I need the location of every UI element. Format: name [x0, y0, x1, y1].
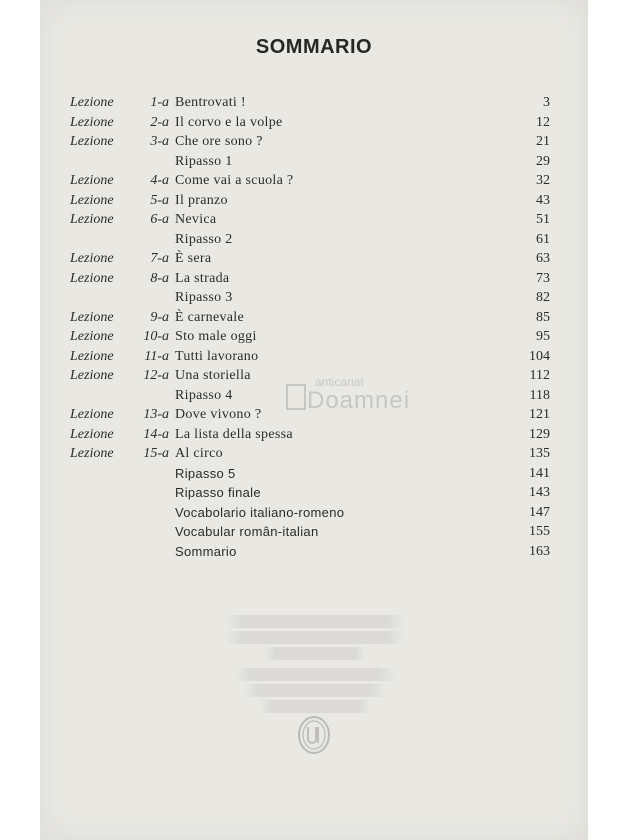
toc-page-number: 135 [529, 446, 550, 461]
toc-page-number: 82 [536, 290, 550, 305]
toc-entry [175, 522, 508, 542]
toc-lesson-word: Lezione [70, 192, 114, 208]
toc-lesson-ordinal: 5-a [150, 192, 169, 208]
toc-lesson-number [70, 191, 170, 211]
toc-lesson-number [70, 522, 170, 542]
toc-page-number: 61 [536, 231, 550, 247]
toc-entry-title: Come vai a scuola ? [175, 173, 297, 188]
toc-lesson-word: Lezione [70, 251, 114, 266]
toc-lesson-number [70, 464, 170, 484]
toc-entry-title: Ripasso 5 [175, 466, 240, 481]
faded-printer-imprint [205, 612, 425, 716]
toc-page-number: 51 [536, 212, 550, 227]
toc-entry-title: Una storiella [175, 368, 255, 383]
toc-entry [175, 113, 508, 133]
toc-page-number: 118 [529, 387, 550, 403]
toc-row [70, 288, 550, 308]
toc-entry-title: Ripasso finale [175, 485, 265, 500]
toc-lesson-word: Lezione [70, 407, 114, 422]
toc-lesson-ordinal: 7-a [150, 251, 169, 266]
toc-lesson-number [70, 405, 170, 425]
toc-lesson-number [70, 308, 170, 328]
toc-entry [175, 444, 508, 464]
toc-lesson-word: Lezione [70, 114, 114, 130]
toc-lesson-word: Lezione [70, 368, 114, 383]
toc-lesson-ordinal: 6-a [150, 212, 169, 227]
toc-lesson-word: Lezione [70, 446, 114, 461]
toc-page-number: 112 [529, 368, 550, 383]
toc-entry [175, 230, 508, 250]
toc-row [70, 93, 550, 113]
table-of-contents [70, 93, 550, 561]
toc-entry [175, 191, 508, 211]
toc-lesson-ordinal: 12-a [143, 368, 169, 383]
toc-row [70, 132, 550, 152]
toc-page-number: 73 [536, 270, 550, 286]
toc-page-number: 43 [536, 192, 550, 208]
toc-entry-title: Il pranzo [175, 193, 232, 208]
toc-entry-title: Che ore sono ? [175, 134, 267, 149]
toc-lesson-number [70, 386, 170, 406]
toc-lesson-word: Lezione [70, 329, 114, 344]
toc-lesson-word: Lezione [70, 426, 114, 442]
toc-lesson-word: Lezione [70, 95, 114, 110]
toc-entry-title: Ripasso 1 [175, 154, 237, 169]
toc-page-number: 129 [529, 426, 550, 442]
toc-lesson-number [70, 347, 170, 367]
toc-page-number: 95 [536, 329, 550, 344]
toc-lesson-word: Lezione [70, 173, 114, 188]
toc-lesson-number [70, 171, 170, 191]
toc-page-number: 85 [536, 309, 550, 325]
toc-lesson-number [70, 542, 170, 562]
toc-lesson-ordinal: 3-a [150, 134, 169, 149]
toc-page-number: 155 [529, 524, 550, 539]
toc-entry-title: Bentrovati ! [175, 95, 250, 110]
toc-row [70, 503, 550, 523]
watermark-book-icon [285, 383, 307, 411]
toc-page-number: 12 [536, 114, 550, 130]
toc-page-number: 147 [529, 504, 550, 520]
toc-page-number: 21 [536, 134, 550, 149]
toc-entry [175, 425, 508, 445]
toc-lesson-ordinal: 4-a [150, 173, 169, 188]
toc-page-number: 104 [529, 348, 550, 364]
toc-entry [175, 542, 508, 562]
toc-lesson-number [70, 366, 170, 386]
toc-page-number: 143 [529, 485, 550, 500]
toc-row [70, 464, 550, 484]
toc-entry [175, 308, 508, 328]
page-title: SOMMARIO [255, 36, 373, 58]
toc-entry-title: La strada [175, 271, 233, 286]
toc-entry-title: Sto male oggi [175, 329, 261, 344]
toc-entry-title: Al circo [175, 446, 227, 461]
toc-lesson-word: Lezione [70, 348, 114, 364]
toc-lesson-word: Lezione [70, 212, 114, 227]
toc-lesson-number [70, 425, 170, 445]
toc-row [70, 230, 550, 250]
toc-entry-title: Ripasso 3 [175, 290, 237, 305]
toc-entry [175, 171, 508, 191]
toc-entry-title: È sera [175, 251, 215, 266]
toc-entry [175, 152, 508, 172]
toc-lesson-number [70, 327, 170, 347]
toc-lesson-ordinal: 2-a [150, 114, 169, 130]
toc-entry [175, 327, 508, 347]
toc-lesson-number [70, 93, 170, 113]
toc-lesson-number [70, 269, 170, 289]
toc-row [70, 327, 550, 347]
toc-lesson-number [70, 230, 170, 250]
toc-entry [175, 210, 508, 230]
toc-row [70, 152, 550, 172]
toc-row [70, 522, 550, 542]
toc-page-number: 63 [536, 251, 550, 266]
toc-entry [175, 269, 508, 289]
toc-entry-title: Ripasso 2 [175, 232, 237, 247]
toc-entry-title: Il corvo e la volpe [175, 115, 287, 130]
toc-lesson-ordinal: 11-a [144, 348, 169, 364]
toc-lesson-ordinal: 9-a [150, 309, 169, 325]
toc-lesson-word: Lezione [70, 270, 114, 286]
toc-entry [175, 132, 508, 152]
toc-lesson-ordinal: 1-a [150, 95, 169, 110]
toc-entry [175, 464, 508, 484]
toc-lesson-ordinal: 10-a [143, 329, 169, 344]
watermark-big-text: Doamnei [307, 387, 411, 414]
toc-lesson-ordinal: 8-a [150, 270, 169, 286]
toc-lesson-number [70, 288, 170, 308]
toc-row [70, 444, 550, 464]
toc-row [70, 171, 550, 191]
toc-page-number: 3 [543, 95, 550, 110]
toc-lesson-ordinal: 14-a [143, 426, 169, 442]
watermark [285, 375, 411, 415]
watermark-small-text: anticariat [315, 375, 364, 389]
toc-page-number: 121 [529, 407, 550, 422]
toc-lesson-word: Lezione [70, 309, 114, 325]
toc-entry [175, 503, 508, 523]
book-page [40, 0, 588, 840]
toc-row [70, 308, 550, 328]
toc-entry-title: Sommario [175, 544, 241, 559]
toc-entry [175, 347, 508, 367]
toc-lesson-number [70, 444, 170, 464]
toc-entry-title: Vocabular român-italian [175, 524, 322, 539]
toc-lesson-word: Lezione [70, 134, 114, 149]
toc-lesson-number [70, 132, 170, 152]
toc-lesson-number [70, 483, 170, 503]
toc-row [70, 113, 550, 133]
toc-page-number: 29 [536, 153, 550, 169]
toc-entry-title: Ripasso 4 [175, 388, 237, 403]
toc-row [70, 483, 550, 503]
toc-entry [175, 93, 508, 113]
toc-row [70, 191, 550, 211]
toc-lesson-number [70, 503, 170, 523]
toc-entry-title: Dove vivono ? [175, 407, 265, 422]
toc-page-number: 32 [536, 173, 550, 188]
toc-row [70, 269, 550, 289]
toc-entry [175, 483, 508, 503]
toc-lesson-number [70, 210, 170, 230]
toc-row [70, 347, 550, 367]
toc-row [70, 425, 550, 445]
toc-entry [175, 249, 508, 269]
toc-row [70, 210, 550, 230]
toc-lesson-number [70, 113, 170, 133]
toc-row [70, 542, 550, 562]
toc-lesson-ordinal: 13-a [143, 407, 169, 422]
toc-entry-title: Vocabolario italiano-romeno [175, 505, 348, 520]
toc-entry [175, 288, 508, 308]
toc-page-number: 141 [529, 465, 550, 481]
toc-page-number: 163 [529, 543, 550, 559]
toc-entry-title: Tutti lavorano [175, 349, 262, 364]
publisher-logo-icon [296, 715, 332, 755]
toc-lesson-number [70, 249, 170, 269]
toc-lesson-ordinal: 15-a [143, 446, 169, 461]
toc-lesson-number [70, 152, 170, 172]
toc-entry-title: È carnevale [175, 310, 248, 325]
toc-row [70, 249, 550, 269]
toc-entry-title: La lista della spessa [175, 427, 297, 442]
toc-entry-title: Nevica [175, 212, 220, 227]
